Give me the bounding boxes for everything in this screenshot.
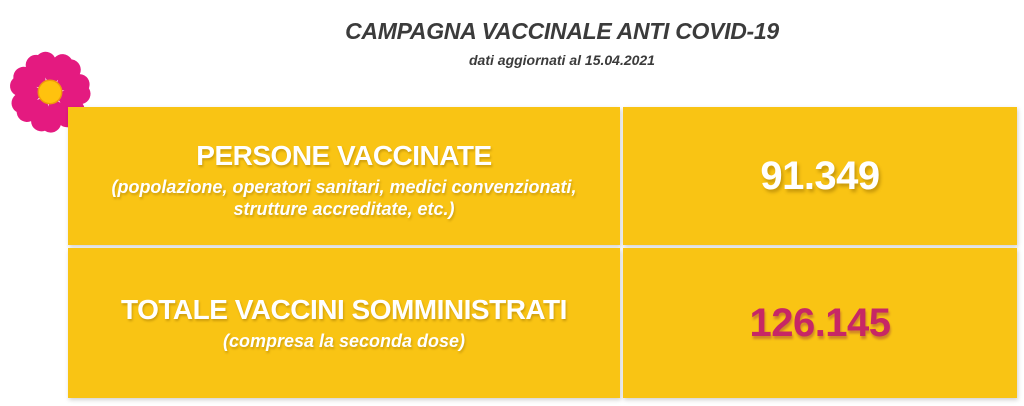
stat-value-cell-persone-vaccinate <box>623 107 1017 245</box>
page-subtitle: dati aggiornati al 15.04.2021 <box>469 52 655 68</box>
stat-value-cell-totale-vaccini <box>623 248 1017 398</box>
stat-sublabel: (popolazione, operatori sanitari, medici convenzionati, strutture accreditate, etc.) <box>111 176 577 219</box>
stat-label: PERSONE VACCINATE <box>196 139 492 171</box>
stat-label-cell-persone-vaccinate <box>68 107 620 245</box>
stat-label: TOTALE VACCINI SOMMINISTRATI <box>121 293 567 325</box>
stat-value: 91.349 <box>760 153 880 198</box>
page-title: CAMPAGNA VACCINALE ANTI COVID-19 <box>345 18 779 44</box>
stat-label-cell-totale-vaccini <box>68 248 620 398</box>
header <box>100 18 1024 68</box>
stats-grid <box>68 107 1017 398</box>
stat-sublabel: (compresa la seconda dose) <box>222 330 466 351</box>
stat-value: 126.145 <box>749 300 891 345</box>
